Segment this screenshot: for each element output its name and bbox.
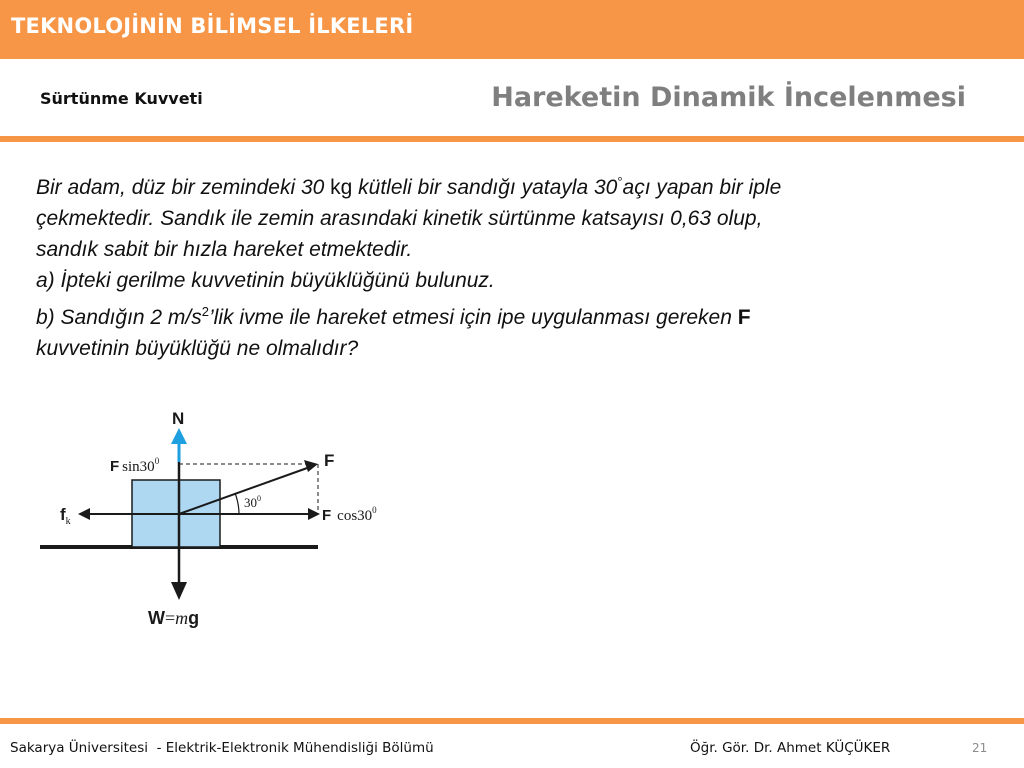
angle-arc <box>235 493 239 514</box>
exponent: 2 <box>201 304 209 319</box>
page-number: 21 <box>972 741 988 755</box>
problem-statement <box>36 166 966 364</box>
applied-force-arrowhead <box>304 460 318 472</box>
bottom-divider <box>0 718 1024 724</box>
normal-label: N <box>172 409 185 428</box>
mass-unit: kg <box>330 176 353 199</box>
slide-title: Hareketin Dinamik İncelenmesi <box>491 82 966 113</box>
footer-author: Öğr. Gör. Dr. Ahmet KÜÇÜKER <box>690 740 891 756</box>
footer-institution: Sakarya Üniversitesi - Elektrik-Elektronik Mühendisliği Bölümü <box>10 740 434 756</box>
problem-line-2: çekmektedir. Sandık ile zemin arasındaki kinetik sürtünme katsayısı 0,63 olup, <box>36 207 763 230</box>
normal-force-arrowhead <box>171 428 187 444</box>
top-divider <box>0 136 1024 142</box>
force-symbol: F <box>737 306 751 329</box>
course-title: TEKNOLOJİNİN BİLİMSEL İLKELERİ <box>11 14 414 38</box>
applied-force-label: F <box>324 451 335 470</box>
weight-label: W=mg <box>148 608 200 628</box>
question-a: a) İpteki gerilme kuvvetinin büyüklüğünü bulunuz. <box>36 269 495 292</box>
question-b-continued: kuvvetinin büyüklüğü ne olmalıdır? <box>36 337 359 360</box>
subtopic-label: Sürtünme Kuvveti <box>40 89 203 108</box>
problem-line-3: sandık sabit bir hızla hareket etmektedir. <box>36 238 413 261</box>
degree-sign: ° <box>617 174 623 189</box>
free-body-diagram <box>30 398 410 638</box>
friction-label: $f_k$ <box>60 505 71 527</box>
header-bar <box>0 0 1024 59</box>
angle-label: $30^0$ <box>244 494 261 510</box>
problem-line-1: Bir adam, düz bir zemindeki 30 kg kütleli bir sandığı yatayla 30°açı yapan bir iple <box>36 174 782 199</box>
fcos-label: F $\cos 30^0$ <box>322 505 377 524</box>
fsin-label: F $\sin 30^0$ <box>110 456 160 475</box>
question-b: b) Sandığın 2 $m/s^2’lik$ ivme ile hareket etmesi için ipe uygulanması gereken F <box>36 304 751 329</box>
friction-arrowhead <box>78 508 90 520</box>
weight-arrowhead <box>171 582 187 600</box>
